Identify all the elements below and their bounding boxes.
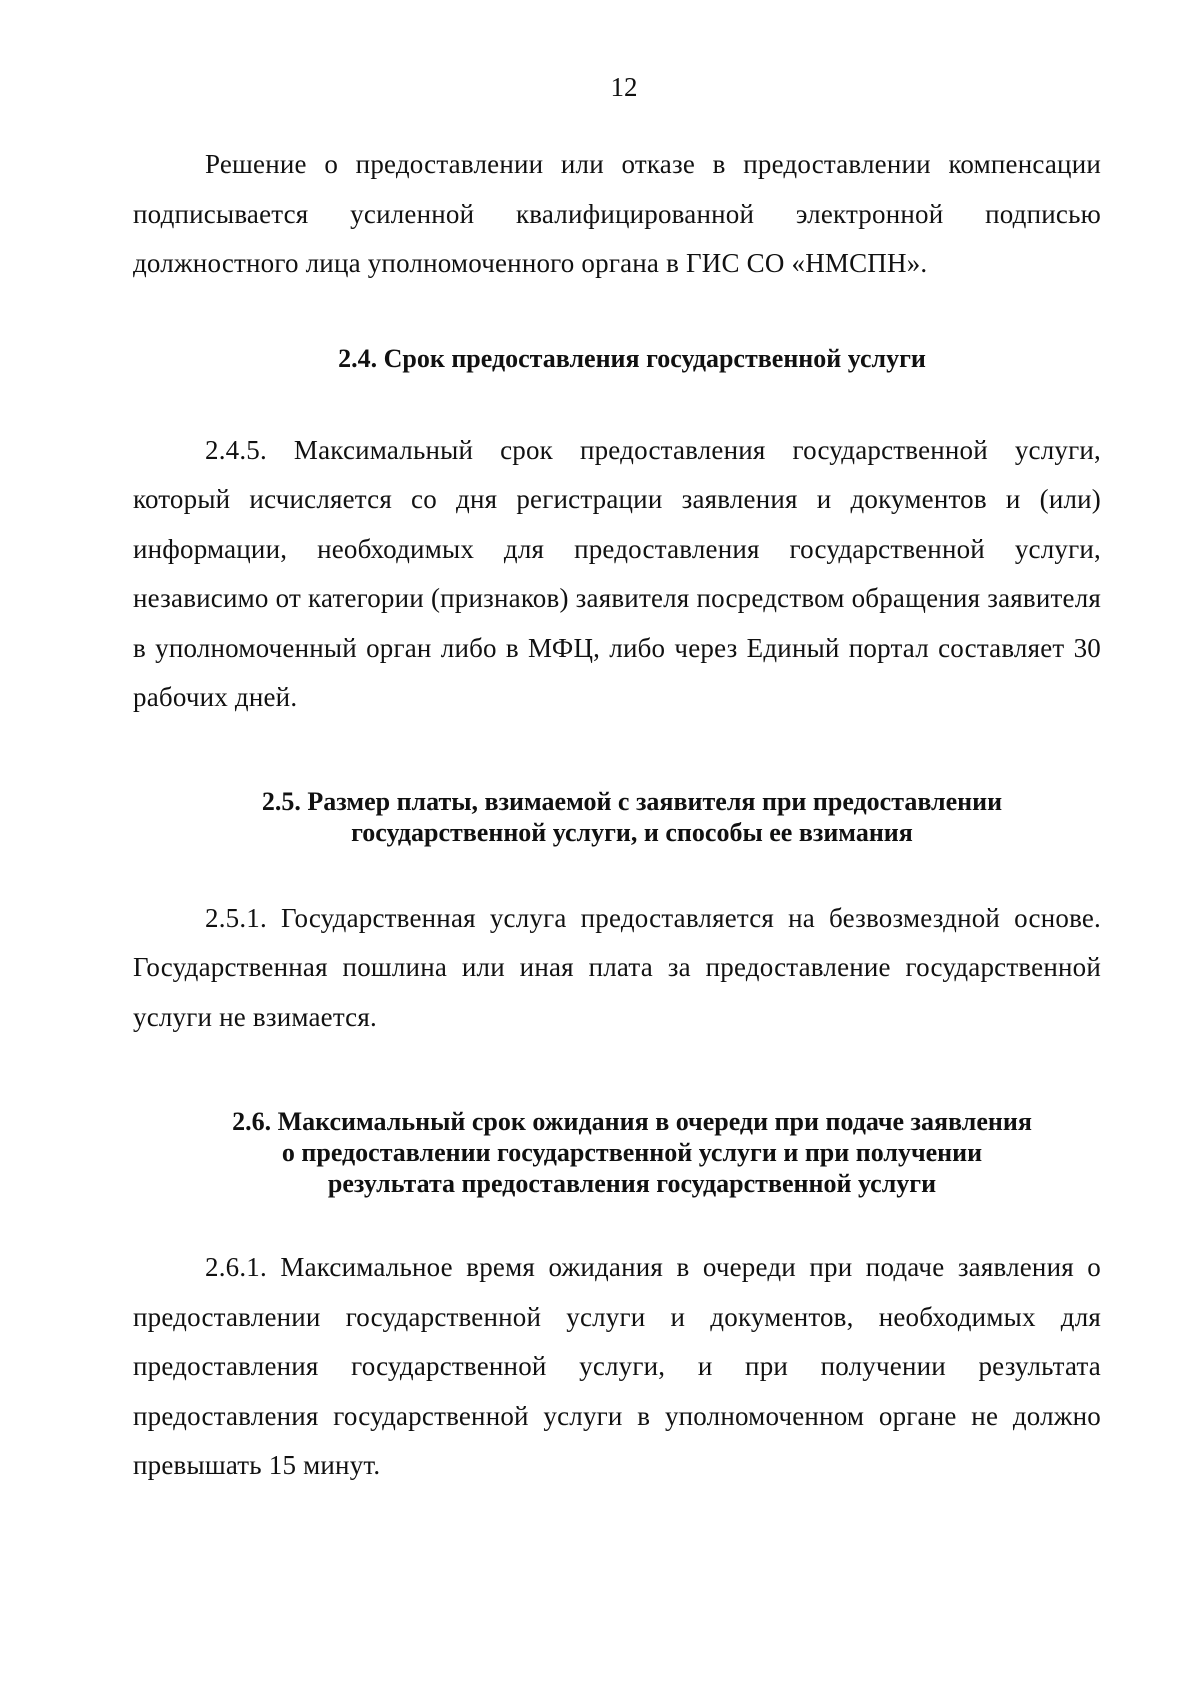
paragraph-signature: Решение о предоставлении или отказе в предоставлении компенсации подписывается усиленной квалифицированной электронной подписью должностного лица уполномоченного органа в ГИС СО «НМСПН». [133, 149, 1101, 278]
paragraph-2-6-1: 2.6.1. Максимальное время ожидания в очереди при подаче заявления о предоставлении государственной услуги и документов, необходимых для предоставления государственной услуги, и при получении результата предоставления государственной услуги в уполномоченном органе не должно превышать 15 минут. [133, 1252, 1101, 1480]
heading-line: результата предоставления государственной услуги [327, 1169, 937, 1198]
heading-line: 2.5. Размер платы, взимаемой с заявителя при предоставлении [261, 786, 1003, 816]
section-heading-2-5 [133, 786, 1101, 848]
page-number: 12 [610, 72, 638, 102]
section-heading-2-4 [133, 343, 1101, 374]
document-body [133, 140, 1101, 1491]
paragraph-2-4-5: 2.4.5. Максимальный срок предоставления государственной услуги, который исчисляется со дня регистрации заявления и документов и (или) информации, необходимых для предоставления государственной услуги, независимо от категории (признаков) заявителя посредством обращения заявителя в уполномоченный орган либо в МФЦ, либо через Единый портал составляет 30 рабочих дней. [133, 434, 1101, 712]
heading-line: 2.4. Срок предоставления государственной услуги [338, 343, 926, 373]
section-heading-2-6 [133, 1106, 1101, 1199]
heading-line: 2.6. Максимальный срок ожидания в очереди при подаче заявления [232, 1107, 1032, 1136]
heading-line: государственной услуги, и способы ее взимания [351, 817, 913, 847]
paragraph-2-5-1: 2.5.1. Государственная услуга предоставляется на безвозмездной основе. Государственная пошлина или иная плата за предоставление государственной услуги не взимается. [133, 902, 1101, 1032]
heading-line: о предоставлении государственной услуги и при получении [281, 1138, 983, 1167]
